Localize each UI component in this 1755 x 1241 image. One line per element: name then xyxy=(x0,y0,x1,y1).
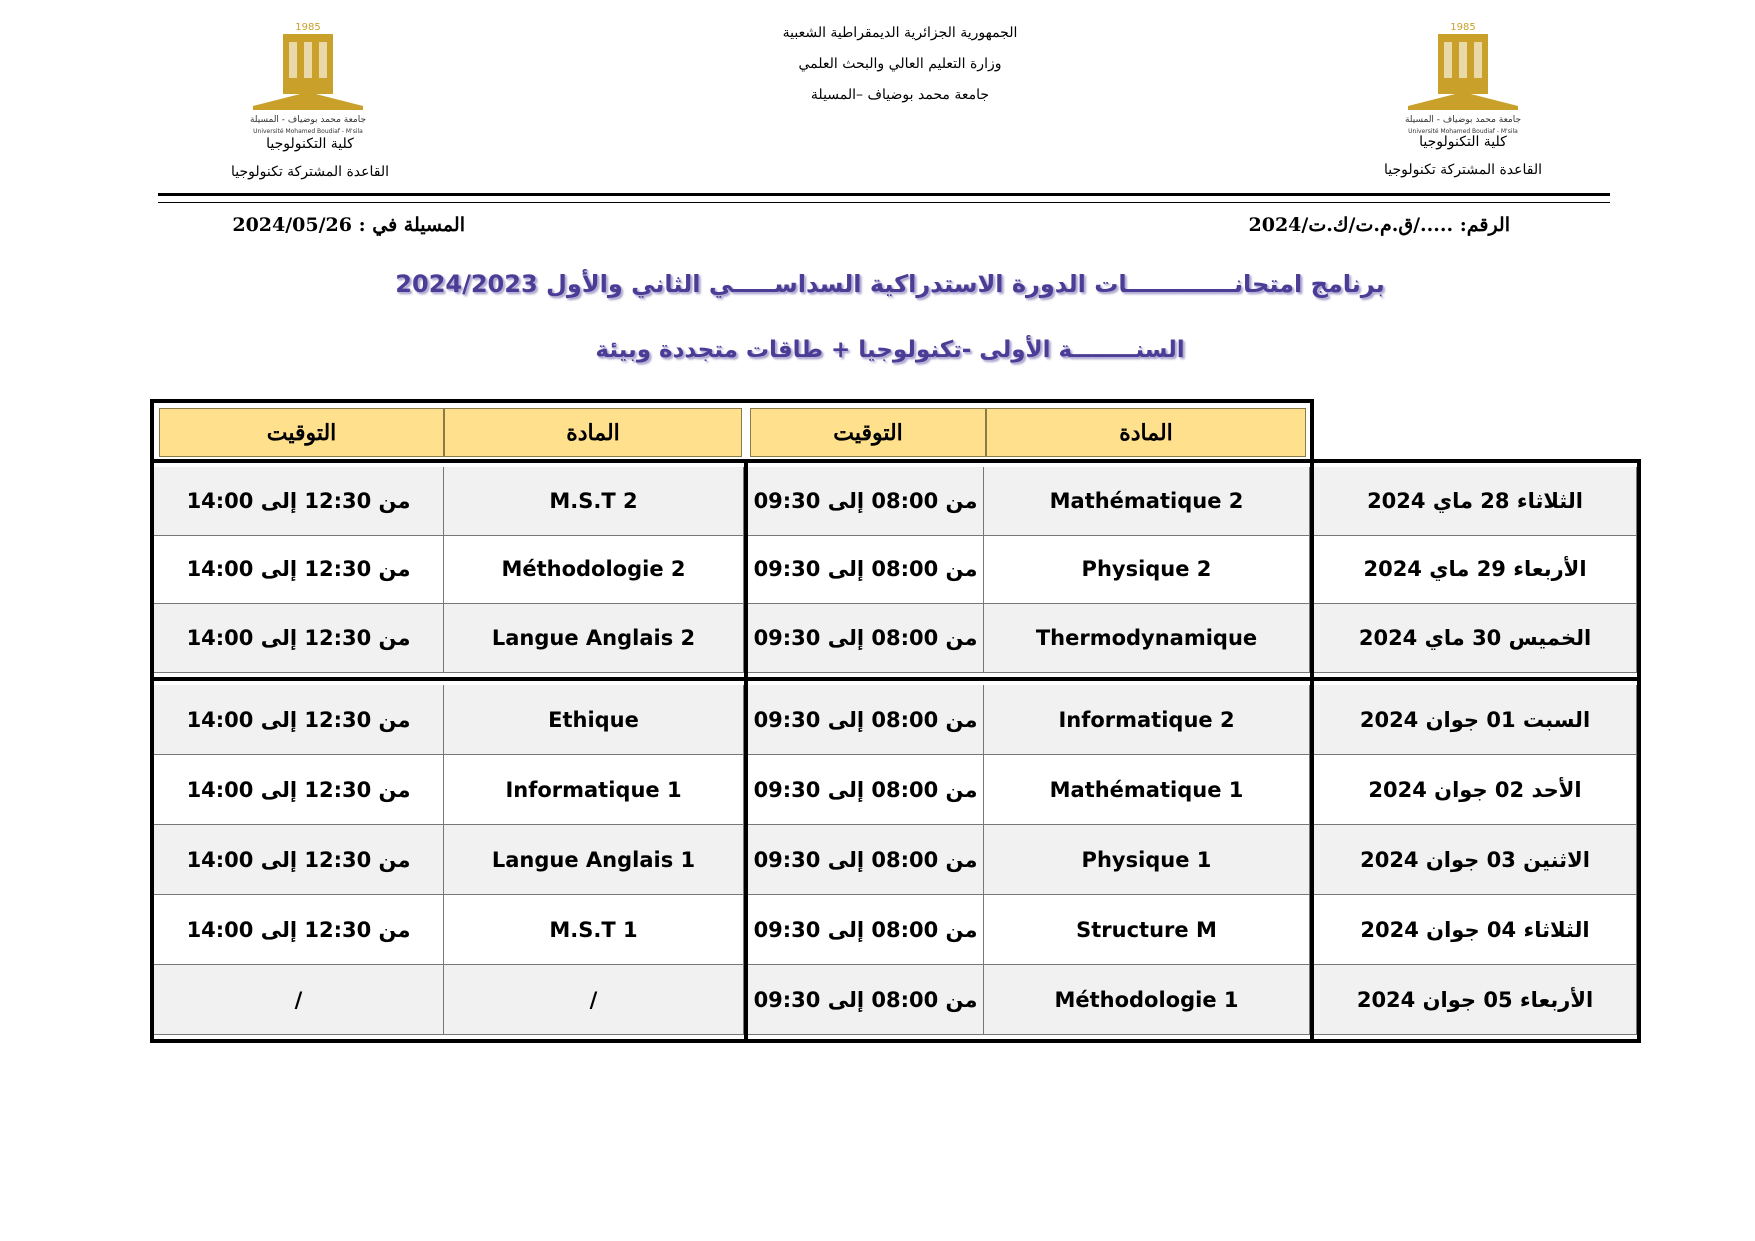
day-cell: الخميس 30 ماي 2024 xyxy=(1314,604,1637,673)
page-subtitle: السنــــــــة الأولى -تكنولوجيا + طاقات متجددة وبيئة xyxy=(595,337,1185,363)
day-cell: الأربعاء 05 جوان 2024 xyxy=(1314,965,1637,1035)
schedule-header xyxy=(150,399,1314,463)
table-row xyxy=(154,604,1637,673)
department-name: القاعدة المشتركة تكنولوجيا xyxy=(1383,162,1543,178)
time-cell-a: من 08:00 إلى 09:30 xyxy=(748,895,984,965)
time-cell-a: من 08:00 إلى 09:30 xyxy=(748,685,984,755)
faculty-name: كلية التكنولوجيا xyxy=(1419,134,1507,150)
header-time-a: التوقيت xyxy=(750,408,986,457)
subject-cell-b: M.S.T 2 xyxy=(444,467,744,536)
faculty-name: كلية التكنولوجيا xyxy=(266,136,354,152)
time-cell-b: من 12:30 إلى 14:00 xyxy=(154,467,444,536)
subject-cell-b: Langue Anglais 1 xyxy=(444,825,744,895)
header-subject-b: المادة xyxy=(444,408,742,457)
time-cell-b: من 12:30 إلى 14:00 xyxy=(154,536,444,605)
page-title: برنامج امتحانـــــــــــــات الدورة الاستدراكية السداســـــي الثاني والأول 2024/2023 xyxy=(395,270,1385,298)
time-cell-b: من 12:30 إلى 14:00 xyxy=(154,685,444,755)
logo-caption-ar: جامعة محمد بوضياف - المسيلة xyxy=(249,115,367,125)
day-cell: السبت 01 جوان 2024 xyxy=(1314,685,1637,755)
republic-name: الجمهورية الجزائرية الديمقراطية الشعبية xyxy=(782,25,1018,41)
day-cell: الأحد 02 جوان 2024 xyxy=(1314,755,1637,825)
day-cell: الثلاثاء 28 ماي 2024 xyxy=(1314,467,1637,536)
time-cell-b: من 12:30 إلى 14:00 xyxy=(154,825,444,895)
subject-cell-b: Informatique 1 xyxy=(444,755,744,825)
time-cell-a: من 08:00 إلى 09:30 xyxy=(748,467,984,536)
day-cell: الاثنين 03 جوان 2024 xyxy=(1314,825,1637,895)
subject-cell-b: Méthodologie 2 xyxy=(444,536,744,605)
university-logo-left xyxy=(223,18,393,138)
reference-number: الرقم: ...../ق.م.ت/ك.ت/2024 xyxy=(1248,214,1510,236)
column-separator xyxy=(1310,463,1314,677)
header-rule-thick xyxy=(158,193,1610,196)
table-row xyxy=(154,755,1637,825)
schedule-group-2 xyxy=(150,677,1641,1043)
subject-cell-a: Mathématique 1 xyxy=(984,755,1310,825)
time-cell-a: من 08:00 إلى 09:30 xyxy=(748,825,984,895)
table-row xyxy=(154,467,1637,536)
table-row xyxy=(154,825,1637,895)
subject-cell-a: Physique 2 xyxy=(984,536,1310,605)
logo-caption-fr: Université Mohamed Boudiaf - M'sila xyxy=(1408,128,1518,135)
column-separator xyxy=(744,463,748,677)
university-name: جامعة محمد بوضياف –المسيلة xyxy=(810,87,990,103)
logo-caption-fr: Université Mohamed Boudiaf - M'sila xyxy=(253,128,363,135)
time-cell-a: من 08:00 إلى 09:30 xyxy=(748,965,984,1035)
subject-cell-b: M.S.T 1 xyxy=(444,895,744,965)
day-cell: الثلاثاء 04 جوان 2024 xyxy=(1314,895,1637,965)
time-cell-a: من 08:00 إلى 09:30 xyxy=(748,755,984,825)
table-row xyxy=(154,536,1637,605)
faculty-block-right xyxy=(1363,128,1563,184)
schedule-group-1 xyxy=(150,459,1641,681)
time-cell-b: من 12:30 إلى 14:00 xyxy=(154,755,444,825)
time-cell-b: من 12:30 إلى 14:00 xyxy=(154,895,444,965)
ministry-name: وزارة التعليم العالي والبحث العلمي xyxy=(798,56,1002,72)
subject-cell-a: Thermodynamique xyxy=(984,604,1310,673)
header-subject-a: المادة xyxy=(986,408,1306,457)
subject-cell-b: Langue Anglais 2 xyxy=(444,604,744,673)
subject-cell-a: Informatique 2 xyxy=(984,685,1310,755)
subject-cell-a: Méthodologie 1 xyxy=(984,965,1310,1035)
table-row xyxy=(154,965,1637,1035)
subject-cell-a: Mathématique 2 xyxy=(984,467,1310,536)
subject-cell-a: Structure M xyxy=(984,895,1310,965)
header-time-b: التوقيت xyxy=(159,408,444,457)
logo-caption-ar: جامعة محمد بوضياف - المسيلة xyxy=(1404,115,1522,125)
subject-cell-a: Physique 1 xyxy=(984,825,1310,895)
time-cell-b: من 12:30 إلى 14:00 xyxy=(154,604,444,673)
logo-year: 1985 xyxy=(295,22,321,33)
table-row xyxy=(154,685,1637,755)
subject-cell-b: / xyxy=(444,965,744,1035)
day-cell: الأربعاء 29 ماي 2024 xyxy=(1314,536,1637,605)
time-cell-a: من 08:00 إلى 09:30 xyxy=(748,604,984,673)
department-name: القاعدة المشتركة تكنولوجيا xyxy=(230,164,390,180)
column-separator xyxy=(1310,681,1314,1039)
place-date: المسيلة في : 2024/05/26 xyxy=(232,214,465,236)
time-cell-a: من 08:00 إلى 09:30 xyxy=(748,536,984,605)
time-cell-b: / xyxy=(154,965,444,1035)
table-row xyxy=(154,895,1637,965)
subject-cell-b: Ethique xyxy=(444,685,744,755)
header-rule-thin xyxy=(158,202,1610,203)
logo-year: 1985 xyxy=(1450,22,1476,33)
institution-header xyxy=(700,18,1100,111)
university-logo-right xyxy=(1378,18,1548,138)
column-separator xyxy=(744,681,748,1039)
faculty-block-left xyxy=(210,130,410,186)
